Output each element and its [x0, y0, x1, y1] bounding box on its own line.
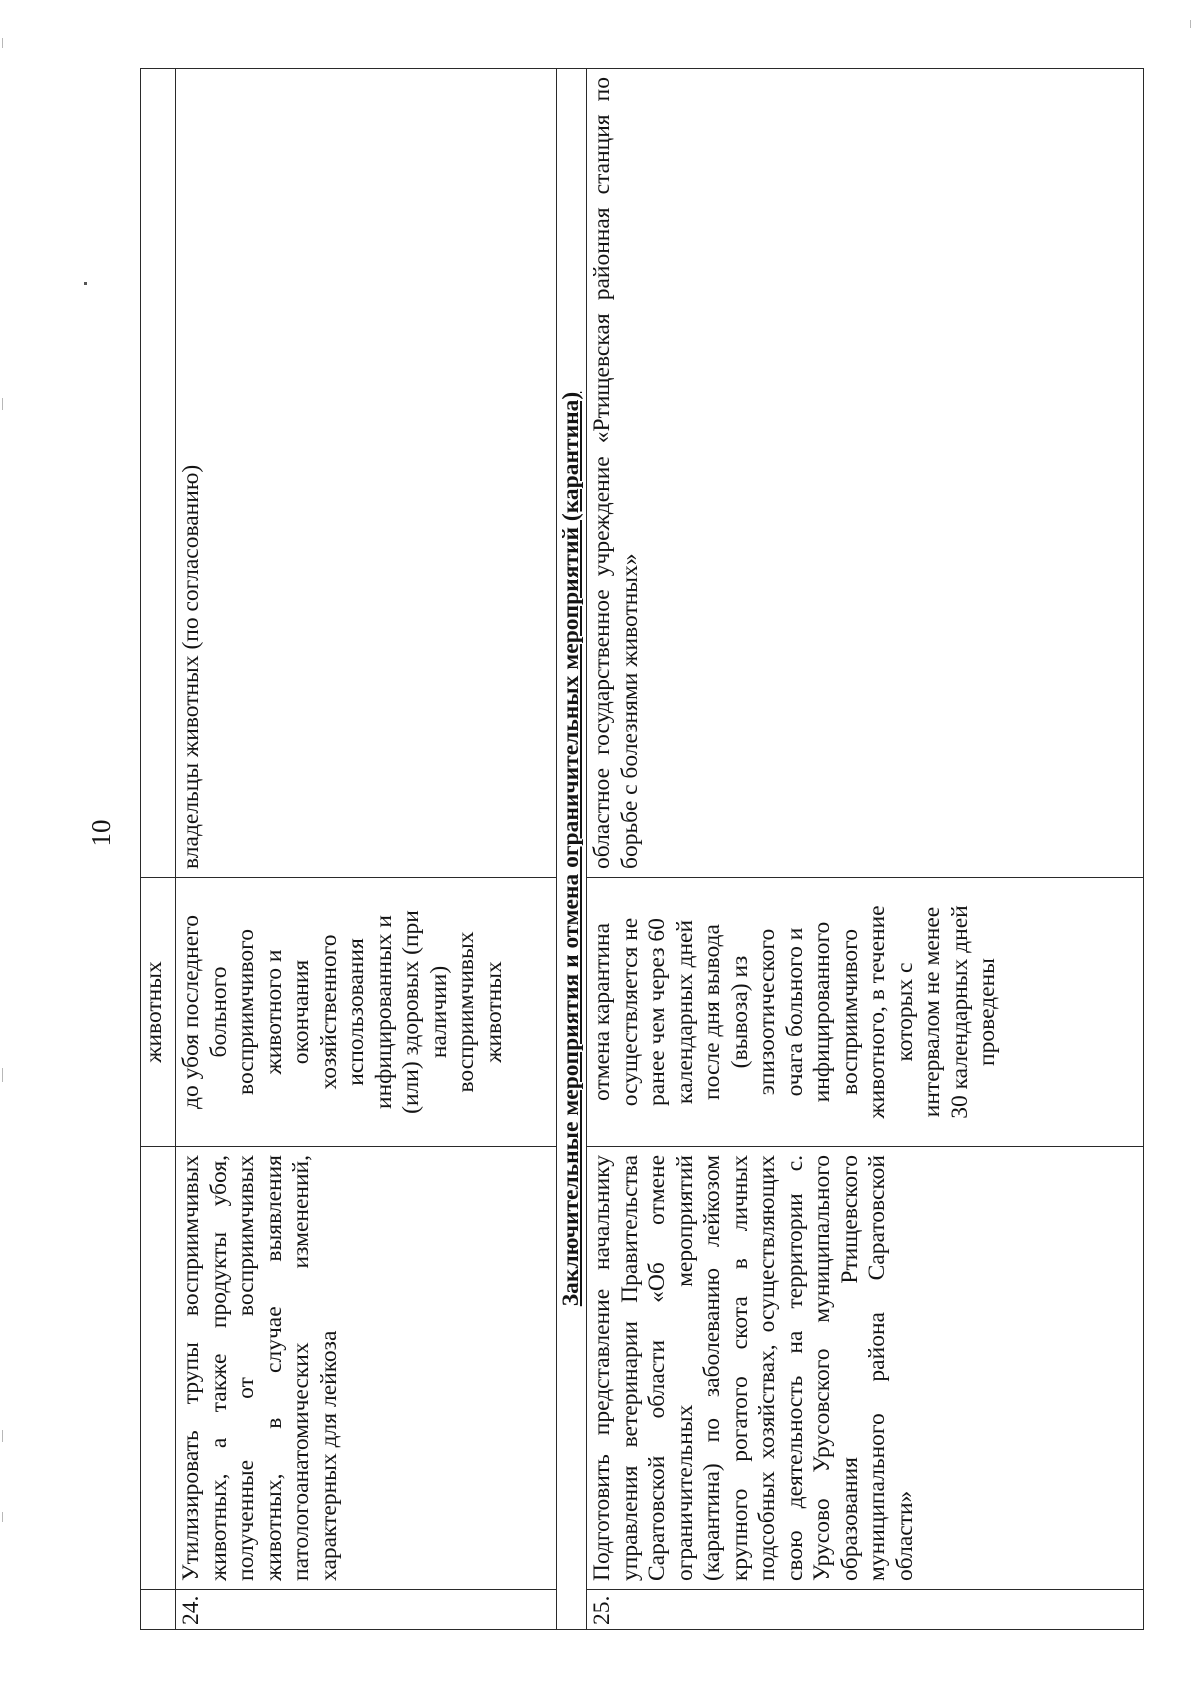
cell-number-empty: [141, 1590, 176, 1630]
table-row-25: [587, 69, 1144, 1630]
deadline-cell: отмена карантина осуществляется не ранее чем через 60 календарных дней после дня вывода (вывоза) из эпизоотического очага больного и инфицированного восприимчивого животного, в течение которых с интервалом не менее 30 календарных дней проведены: [587, 878, 1144, 1147]
rotated-table-sheet: [140, 68, 1144, 1630]
row-number: 25.: [587, 1590, 1144, 1630]
measures-table: [140, 68, 1144, 1630]
cell-deadline-tail: животных: [141, 878, 176, 1147]
cell-measure-empty: [141, 1147, 176, 1590]
measure-cell: Утилизировать трупы восприимчивых животных, а также продукты убоя, полученные от восприимчивых животных, в случае выявления патологоанатомических изменений, характерных для лейкоза: [176, 1147, 557, 1590]
responsible-cell: областное государственное учреждение «Ртищевская районная станция по борьбе с болезнями животных»: [587, 69, 1144, 878]
measure-cell: Подготовить представление начальнику управления ветеринарии Правительства Саратовской области «Об отмене ограничительных мероприятий (карантина) по заболеванию лейкозом крупного рогатого скота в личных подсобных хозяйствах, осуществляющих свою деятельность на территории с. Урусово Урусовского муниципального образования Ртищевского муниципального района Саратовской области»: [587, 1147, 1144, 1590]
deadline-cell: до убоя последнего больного восприимчивого животного и окончания хозяйственного использования инфицированных и (или) здоровых (при наличии) восприимчивых животных: [176, 878, 557, 1147]
responsible-cell: владельцы животных (по согласованию): [176, 69, 557, 878]
section-title: Заключительные мероприятия и отмена ограничительных мероприятий (карантина): [557, 69, 587, 1630]
table-row-24: [176, 69, 557, 1630]
continuation-row: [141, 69, 176, 1630]
page-number: 10: [86, 819, 116, 847]
row-number: 24.: [176, 1590, 557, 1630]
section-heading-row: [557, 69, 587, 1630]
cell-responsible-empty: [141, 69, 176, 878]
